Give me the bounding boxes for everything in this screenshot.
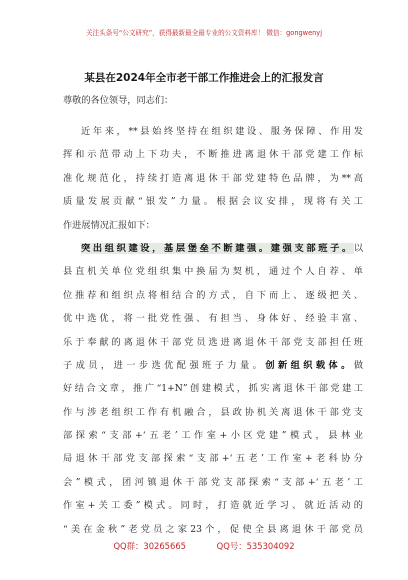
body-line: 作室+关工委”模式。同时，打造就近学习、就近活动的 [63,500,363,512]
greeting-line: 尊敬的各位领导，同志们： [63,95,174,106]
body-line: “美在金秋”老党员之家23个，促使全县离退休干部党员 [63,523,363,535]
document-body [63,120,363,541]
body-line: 部探索“支部+‘五老’工作室+小区党建”模式，县林业 [63,430,363,442]
greeting [63,89,363,112]
body-line: 作与涉老组织工作有机融合，县政协机关离退休干部党支 [63,406,363,418]
footer-contact [0,540,408,552]
body-line: 位推荐和组织点将相结合的方式，自下而上、逐级把关、 [63,289,363,301]
body-line: 优中选优，将一批党性强、有担当、身体好、经验丰富、 [63,313,363,325]
body-text-run: 子成员，进一步选优配强班子力量。 [63,359,266,371]
intro-line: 近年来，**县始终坚持在组织建设、服务保障、作用发 [81,126,363,137]
intro-line: 质量发展贡献“银发”力量。根据会议安排，现将有关工 [63,196,363,208]
document-title: 某县在2024年全市老干部工作推进会上的汇报发言 [84,72,324,84]
body-line: 乐于奉献的离退休干部党员选进离退休干部党支部担任班 [63,336,363,348]
section-heading-line [63,237,363,260]
body-line: 局退休干部党支部探索“支部+‘五老’工作室+老科协分 [63,453,363,465]
intro-line: 挥和示范带动上下功夫，不断推进离退休干部党建工作标 [63,149,363,161]
header-banner: 关注头条号“公文研究”，获得最新最全最专业的公文资料库！ 微信：gongwenyj [85,29,323,37]
subheading-innovate: 创新组织载体。 [265,359,354,371]
body-line-mixed [63,354,363,377]
qq-number-text: QQ号：535304092 [216,541,295,551]
section-heading-tail: 以 [353,242,363,254]
body-line: 县直机关单位党组织集中换届为契机，通过个人自荐、单 [63,266,363,278]
body-line: 好结合文章，推广“1+N”创建模式，抓实离退休干部党建工 [63,383,363,395]
intro-line: 作进展情况汇报如下： [63,219,155,231]
section-heading: 突出组织建设，基层堡垒不断建强。建强支部班子。 [81,242,354,254]
body-line: 会”模式，团河镇退休干部党支部探索“支部+‘五老’工 [63,476,363,488]
qq-group-text: QQ群：30265665 [113,541,186,551]
body-text-run: 做 [353,359,364,371]
intro-line: 准化规范化，持续打造离退休干部党建特色品牌，为**高 [63,172,363,184]
